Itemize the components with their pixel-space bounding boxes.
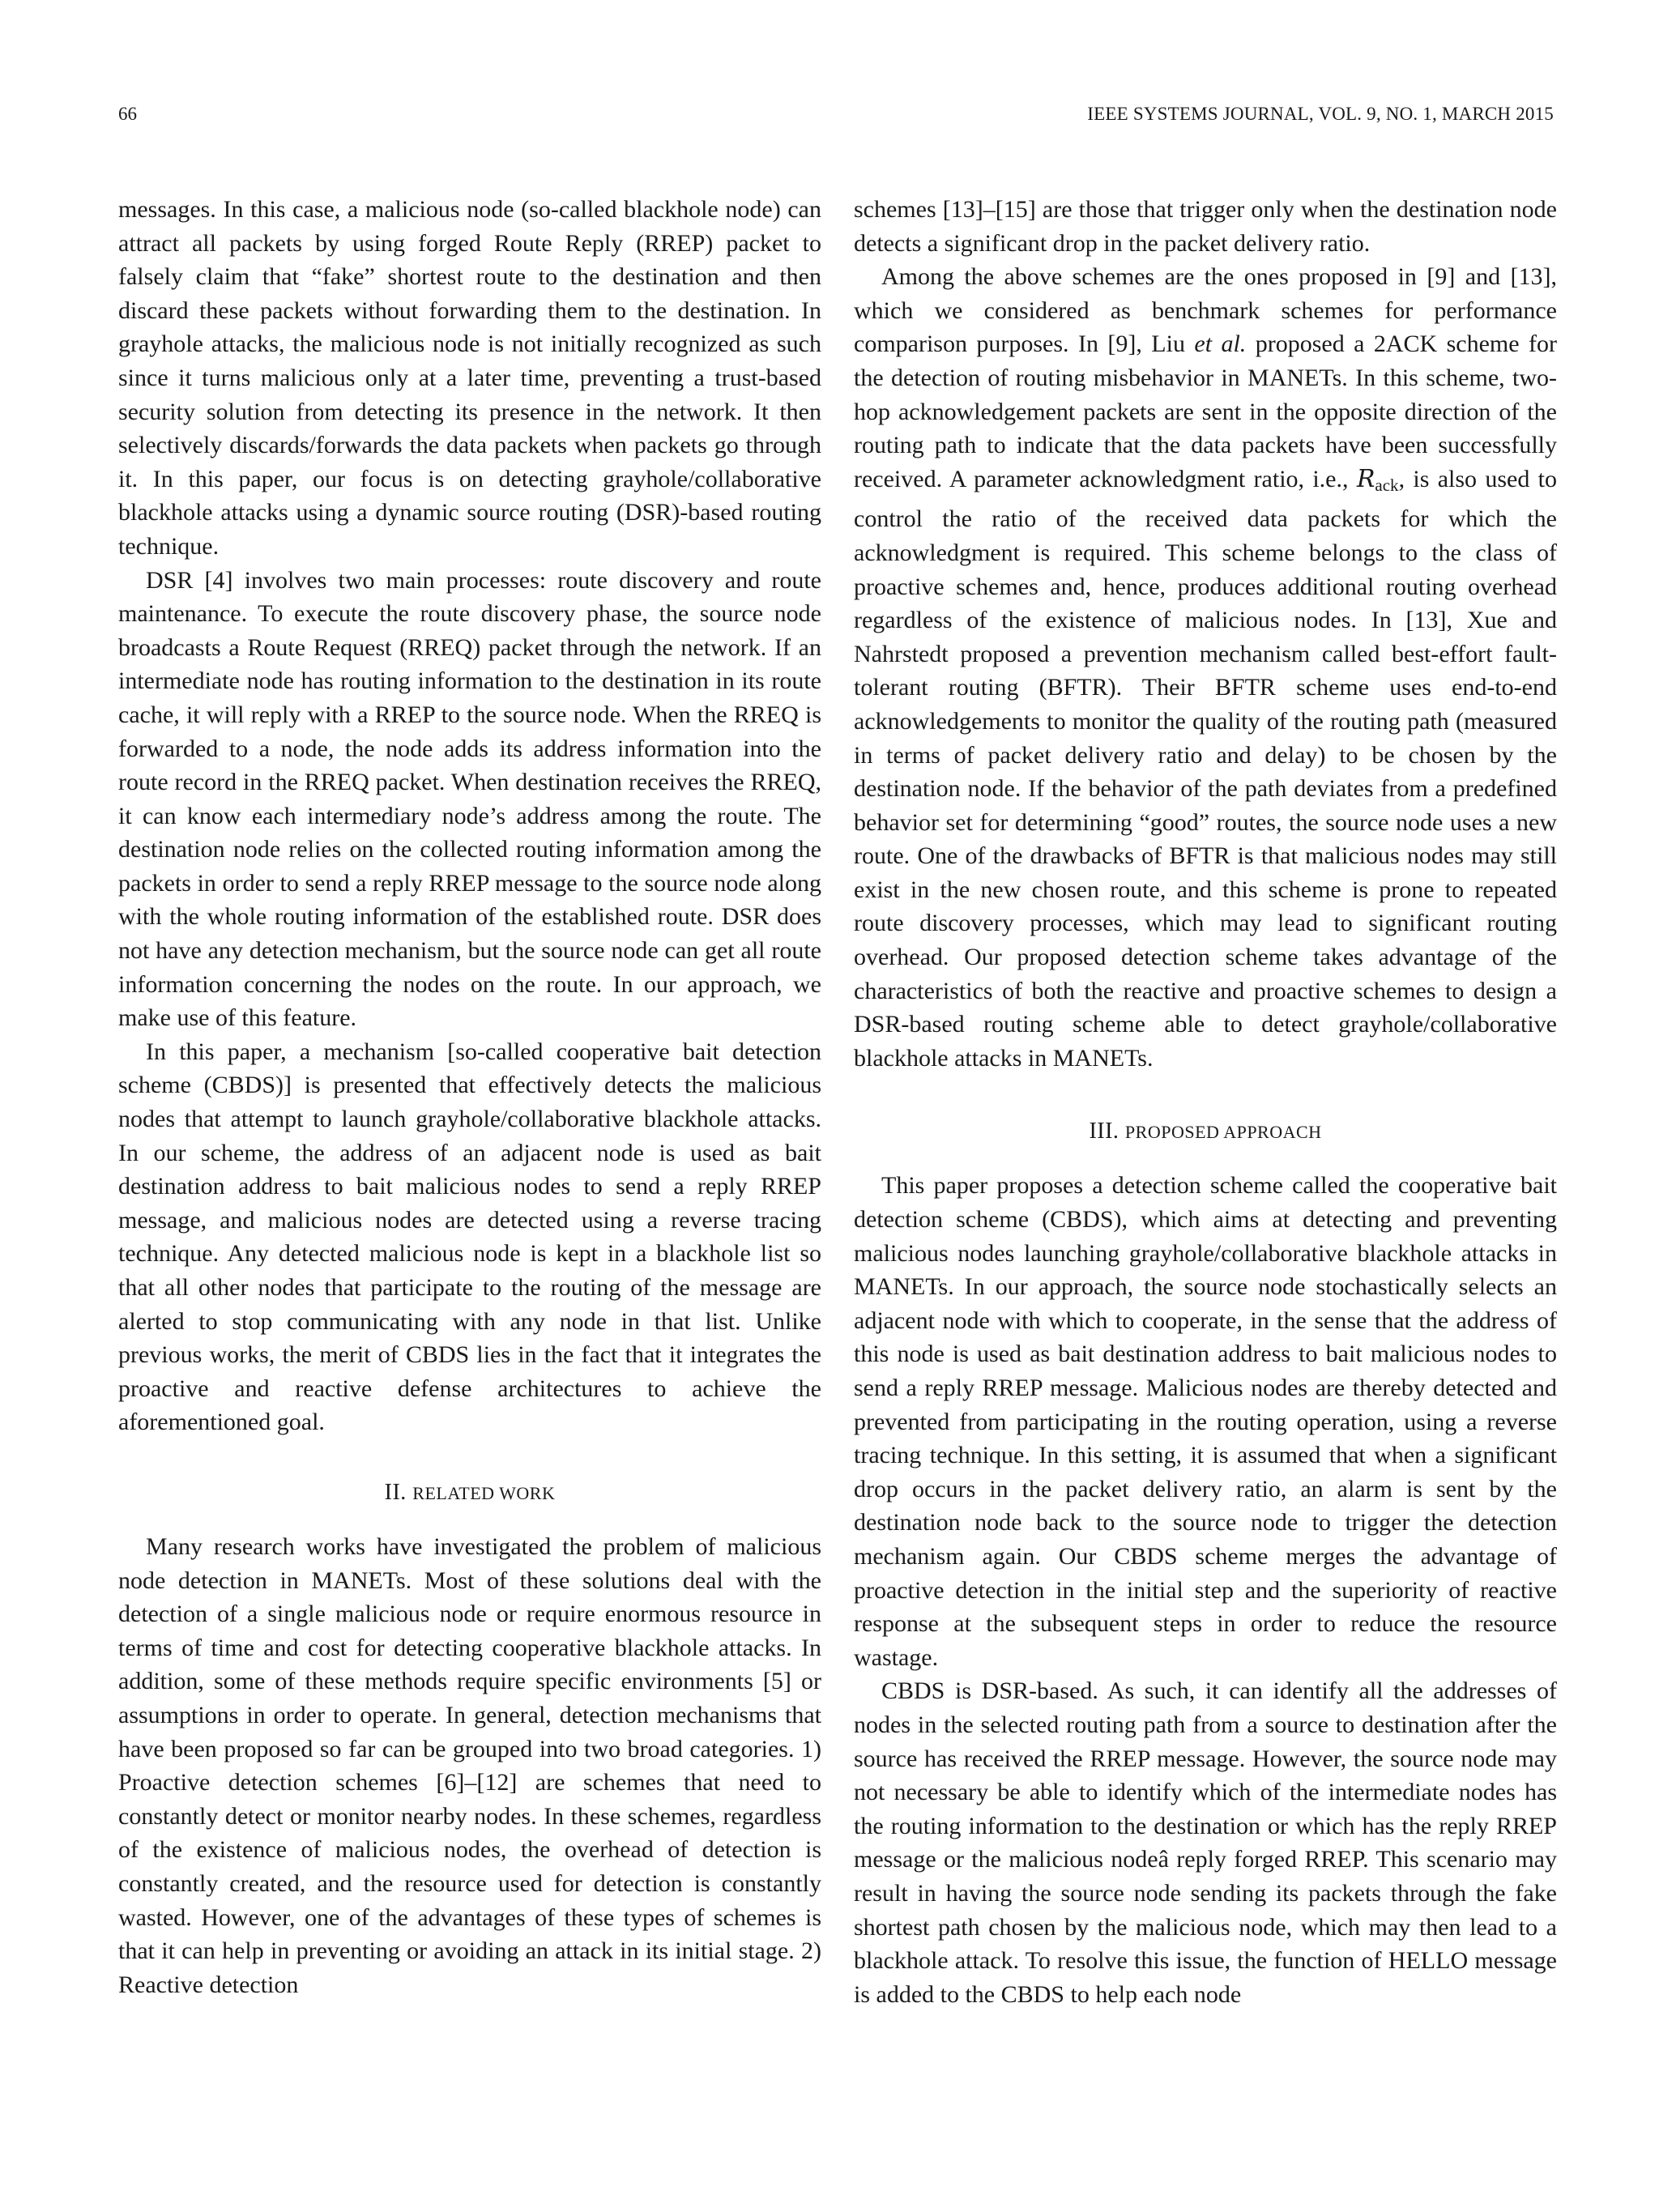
- section-number: II.: [384, 1479, 407, 1505]
- paragraph: DSR [4] involves two main processes: route discovery and route maintenance. To execute the route discovery phase, the source node broadcasts a Route Request (RREQ) packet through the network. If an intermediate node has routing information to the destination in its route cache, it will reply with a RREP to the source node. When the RREQ is forwarded to a node, the node adds its address information into the route record in the RREQ packet. When destination receives the RREQ, it can know each intermediary node’s address among the route. The destination node relies on the collected routing information among the packets in order to send a reply RREP message to the source node along with the whole routing information of the established route. DSR does not have any detection mechanism, but the source node can get all route information concerning the nodes on the route. In our approach, we make use of this feature.: [118, 566, 821, 1032]
- paragraph: schemes [13]–[15] are those that trigger only when the destination node detects a significant drop in the packet delivery ratio.: [854, 196, 1557, 257]
- journal-header: IEEE SYSTEMS JOURNAL, VOL. 9, NO. 1, MARCH 2015: [1087, 104, 1554, 124]
- text-run: proposed a 2ACK scheme for the detection of routing misbehavior in MANETs. In this scheme, two-hop acknowledgement packets are sent in the opposite direction of the routing path to indicate that the data packets have been successfully received. A parameter acknowledgment ratio, i.e.,: [854, 330, 1557, 492]
- text-run: , is also used to control the ratio of the received data packets for which the acknowledgment is required. This scheme belongs to the class of proactive schemes and, hence, produces additional routing overhead regardless of the existence of malicious nodes. In [13], Xue and Nahrstedt proposed a prevention mechanism called best-effort fault-tolerant routing (BFTR). Their BFTR scheme uses end-to-end acknowledgements to monitor the quality of the routing path (measured in terms of packet delivery ratio and delay) to be chosen by the destination node. If the behavior of the path deviates from a predefined behavior set for determining “good” routes, the source node uses a new route. One of the drawbacks of BFTR is that malicious nodes may still exist in the new chosen route, and this scheme is prone to repeated route discovery processes, which may lead to significant routing overhead. Our proposed detection scheme takes advantage of the characteristics of both the reactive and proactive schemes to design a DSR-based routing scheme able to detect grayhole/collaborative blackhole attacks in MANETs.: [854, 465, 1557, 1072]
- italic-text: et al.: [1194, 330, 1247, 358]
- paragraph: This paper proposes a detection scheme called the cooperative bait detection scheme (CBDS), which aims at detecting and preventing malicious nodes launching grayhole/collaborative blackhole attacks in MANETs. In our approach, the source node stochastically selects an adjacent node with which to cooperate, in the sense that the address of this node is used as bait destination address to bait malicious nodes to send a reply RREP message. Malicious nodes are thereby detected and prevented from participating in the routing operation, using a reverse tracing technique. In this setting, it is assumed that when a significant drop occurs in the packet delivery ratio, an alarm is sent by the destination node back to the source node to trigger the detection mechanism again. Our CBDS scheme merges the advantage of proactive detection in the initial step and the superiority of reactive response at the subsequent steps in order to reduce the resource wastage.: [854, 1172, 1557, 1671]
- section-title: RELATED WORK: [412, 1482, 556, 1503]
- math-variable: R: [1356, 464, 1375, 493]
- section-heading-related-work: [118, 1477, 821, 1510]
- section-number: III.: [1089, 1119, 1120, 1144]
- paragraph: CBDS is DSR-based. As such, it can identify all the addresses of nodes in the selected routing path from a source to destination after the source has received the RREP message. However, the source node may not necessary be able to identify which of the intermediate nodes has the routing information to the destination or which has the reply RREP message or the malicious nodeâ reply forged RREP. This scenario may result in having the source node sending its packets through the fake shortest path chosen by the malicious node, which may then lead to a blackhole attack. To resolve this issue, the function of HELLO message is added to the CBDS to help each node: [854, 1677, 1557, 2008]
- paragraph: Many research works have investigated the problem of malicious node detection in MANETs. Most of these solutions deal with the detection of a single malicious node or require enormous resource in terms of time and cost for detecting cooperative blackhole attacks. In addition, some of these methods require specific environments [5] or assumptions in order to operate. In general, detection mechanisms that have been proposed so far can be grouped into two broad categories. 1) Proactive detection schemes [6]–[12] are schemes that need to constantly detect or monitor nearby nodes. In these schemes, regardless of the existence of malicious nodes, the overhead of detection is constantly created, and the resource used for detection is constantly wasted. However, one of the advantages of these types of schemes is that it can help in preventing or avoiding an attack in its initial stage. 2) Reactive detection: [118, 1532, 821, 1998]
- paragraph: messages. In this case, a malicious node (so-called blackhole node) can attract all packets by using forged Route Reply (RREP) packet to falsely claim that “fake” shortest route to the destination and then discard these packets without forwarding them to the destination. In grayhole attacks, the malicious node is not initially recognized as such since it turns malicious only at a later time, preventing a trust-based security solution from detecting its presence in the network. It then selectively discards/forwards the data packets when packets go through it. In this paper, our focus is on detecting grayhole/collaborative blackhole attacks using a dynamic source routing (DSR)-based routing technique.: [118, 196, 821, 560]
- page-number: 66: [118, 104, 137, 124]
- text-run: Among the above schemes are the ones proposed in [9] and [13], which we considered as benchmark schemes for performance comparison purposes. In [9], Liu: [854, 263, 1557, 358]
- section-heading-proposed-approach: [854, 1115, 1557, 1149]
- paragraph: [854, 260, 1557, 1075]
- right-column: [854, 193, 1557, 2011]
- section-title: PROPOSED APPROACH: [1124, 1122, 1322, 1143]
- left-column: [118, 193, 821, 2001]
- paragraph: In this paper, a mechanism [so-called cooperative bait detection scheme (CBDS)] is presented that effectively detects the malicious nodes that attempt to launch grayhole/collaborative blackhole attacks. In our scheme, the address of an adjacent node is used as bait destination address to bait malicious nodes to send a reply RREP message, and malicious nodes are detected using a reverse tracing technique. Any detected malicious node is kept in a blackhole list so that all other nodes that participate to the routing of the message are alerted to stop communicating with any node in that list. Unlike previous works, the merit of CBDS lies in the fact that it integrates the proactive and reactive defense architectures to achieve the aforementioned goal.: [118, 1038, 821, 1436]
- math-subscript: ack: [1375, 475, 1399, 495]
